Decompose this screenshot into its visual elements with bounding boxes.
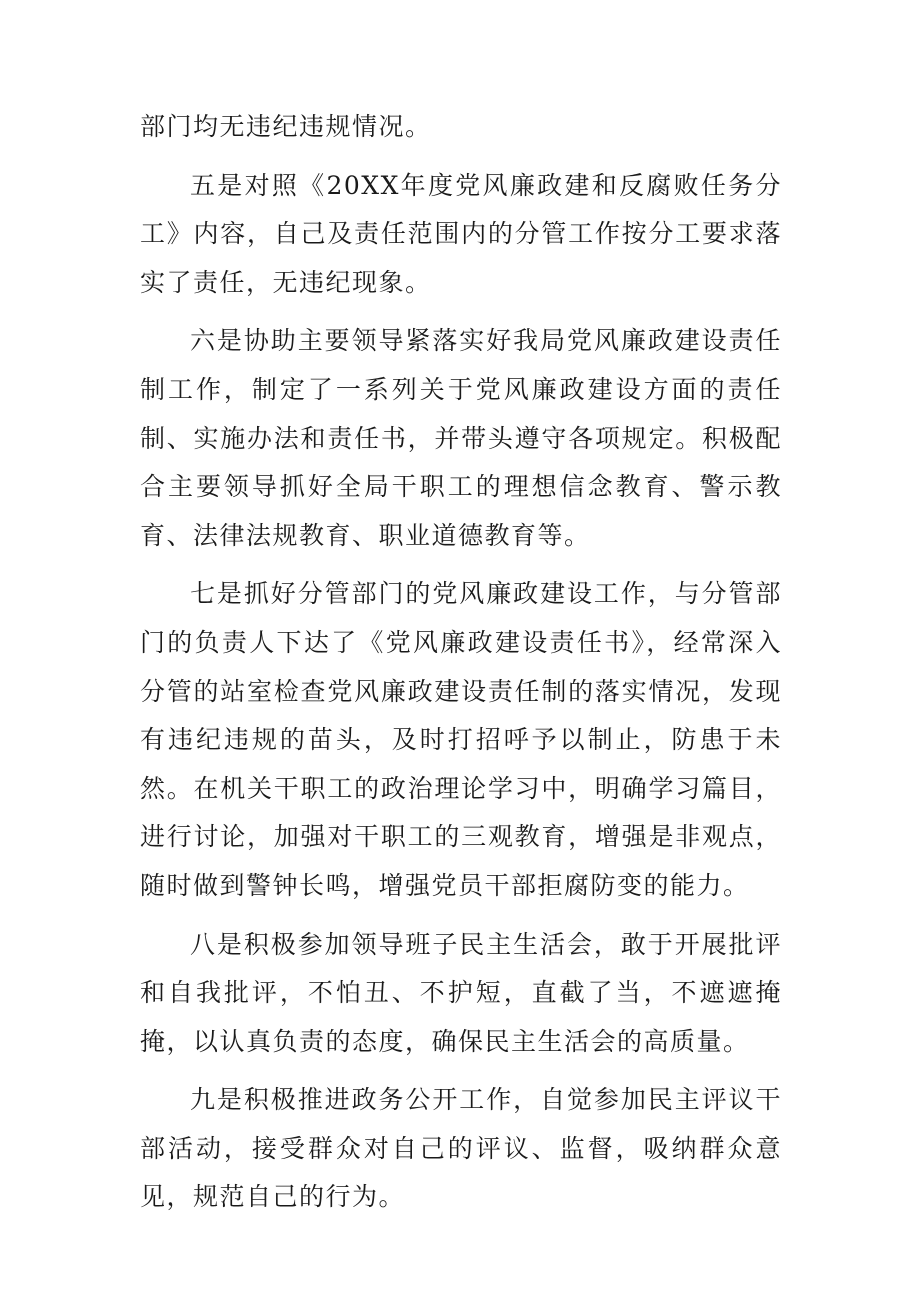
paragraph-item-9: 九是积极推进政务公开工作，自觉参加民主评议干部活动，接受群众对自己的评议、监督，吸纳群众意见，规范自己的行为。 <box>140 1085 782 1212</box>
paragraph-item-7: 七是抓好分管部门的党风廉政建设工作，与分管部门的负责人下达了《党风廉政建设责任书》，经常深入分管的站室检查党风廉政建设责任制的落实情况，发现有违纪违规的苗头，及时打招呼予以制止，防患于未然。在机关干职工的政治理论学习中，明确学习篇目，进行讨论，加强对干职工的三观教育，增强是非观点，随时做到警钟长鸣，增强党员干部拒腐防变的能力。 <box>140 579 782 900</box>
paragraph-item-6: 六是协助主要领导紧落实好我局党风廉政建设责任制工作，制定了一系列关于党风廉政建设方面的责任制、实施办法和责任书，并带头遵守各项规定。积极配合主要领导抓好全局干职工的理想信念教育、警示教育、法律法规教育、职业道德教育等。 <box>140 326 782 550</box>
paragraph-continuation: 部门均无违纪违规情况。 <box>140 112 432 141</box>
paragraph-item-5: 五是对照《20XX年度党风廉政建和反腐败任务分工》内容，自己及责任范围内的分管工作按分工要求落实了责任，无违纪现象。 <box>140 170 782 297</box>
paragraph-item-8: 八是积极参加领导班子民主生活会，敢于开展批评和自我批评，不怕丑、不护短，直截了当，不遮遮掩掩，以认真负责的态度，确保民主生活会的高质量。 <box>140 929 782 1056</box>
document-body <box>140 103 782 1232</box>
